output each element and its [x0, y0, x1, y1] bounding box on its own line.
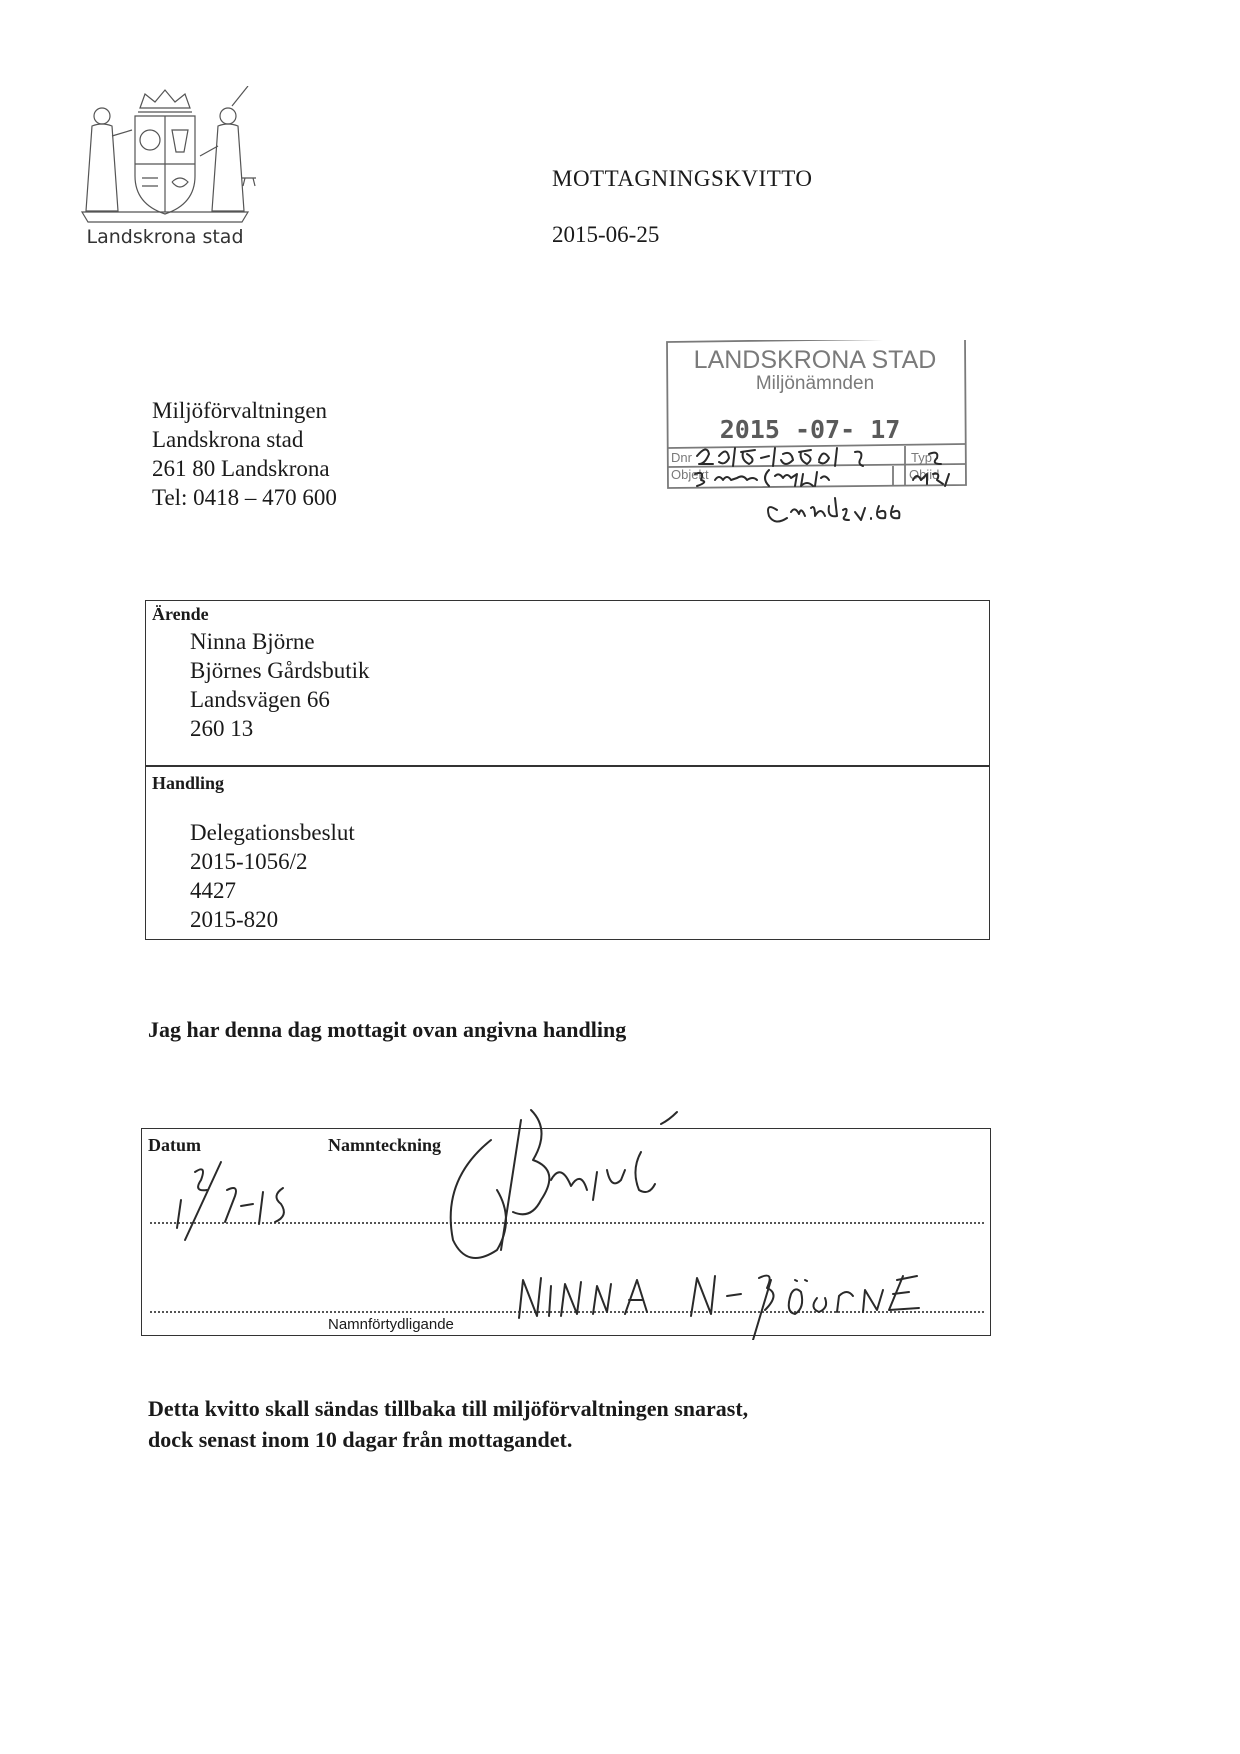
sender-address [152, 396, 337, 512]
footer-instructions [148, 1393, 748, 1455]
datum-label: Datum [148, 1135, 201, 1155]
namnfortydligande-label: Namnförtydligande [328, 1316, 454, 1333]
stamp-typ-label: Typ [911, 450, 932, 465]
receipt-statement: Jag har denna dag mottagit ovan angivna handling [148, 1017, 627, 1042]
document-title: MOTTAGNINGSKVITTO [552, 166, 813, 191]
stamp-objid-label: Objid [909, 467, 940, 482]
footer-line: dock senast inom 10 dagar från mottagandet. [148, 1427, 573, 1452]
handwritten-signature [141, 1100, 991, 1340]
handling-line: 4427 [190, 878, 236, 903]
stamp-unit: Miljönämnden [755, 373, 875, 394]
sender-line: Tel: 0418 – 470 600 [152, 485, 337, 510]
footer-line: Detta kvitto skall sändas tillbaka till miljöförvaltningen snarast, [148, 1396, 749, 1421]
received-stamp [665, 340, 970, 540]
arende-heading: Ärende [152, 604, 209, 624]
stamp-dnr-label: Dnr [671, 450, 692, 465]
handling-line: 2015-820 [190, 907, 279, 932]
sender-line: Miljöförvaltningen [152, 398, 328, 423]
arende-line: Ninna Björne [190, 629, 315, 654]
document-date: 2015-06-25 [552, 222, 660, 247]
section-divider [145, 765, 990, 767]
arende-details [190, 627, 370, 743]
handling-heading: Handling [152, 773, 225, 793]
sender-line: Landskrona stad [152, 427, 304, 452]
stamp-objekt-label: Objekt [671, 467, 709, 482]
handling-line: Delegationsbeslut [190, 820, 355, 845]
namnteckning-label: Namnteckning [328, 1135, 442, 1155]
arende-line: Landsvägen 66 [190, 687, 330, 712]
sender-line: 261 80 Landskrona [152, 456, 330, 481]
arende-line: 260 13 [190, 716, 254, 741]
logo-label: Landskrona stad [86, 226, 244, 248]
handling-line: 2015-1056/2 [190, 849, 308, 874]
stamp-org: LANDSKRONA STAD [693, 346, 937, 374]
handling-details [190, 818, 355, 934]
arende-line: Björnes Gårdsbutik [190, 658, 370, 683]
stamp-date: 2015 -07- 17 [719, 415, 901, 444]
